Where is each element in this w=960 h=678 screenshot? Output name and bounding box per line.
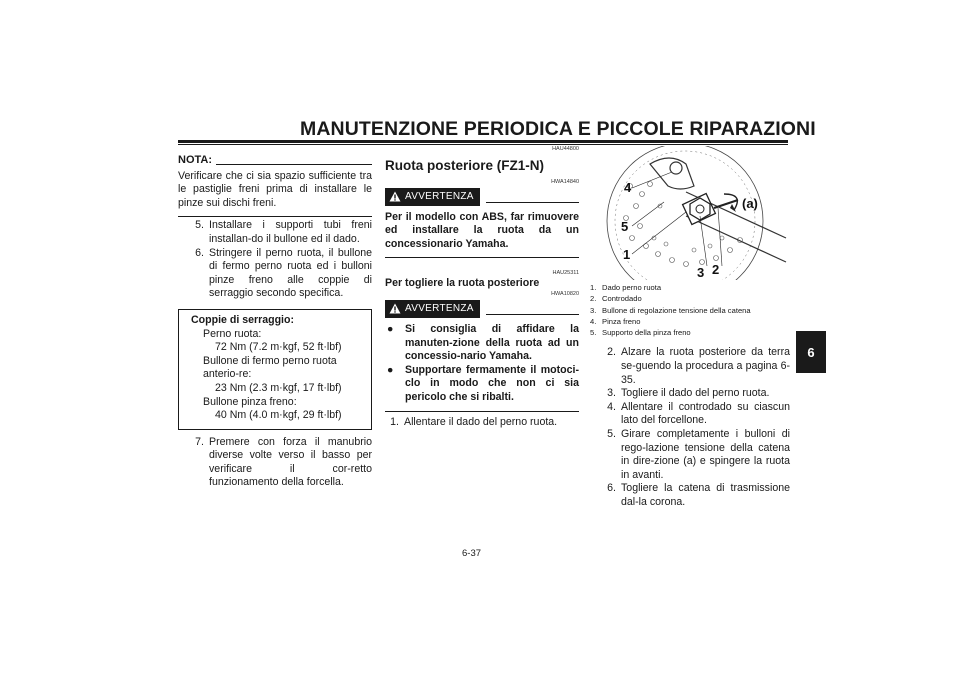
nota-rule xyxy=(216,164,372,165)
header-rule-thin xyxy=(178,144,788,145)
caption-text: Supporto della pinza freno xyxy=(602,328,691,338)
step-number: 1. xyxy=(390,415,399,428)
step-number: 4. xyxy=(607,400,616,413)
column-right xyxy=(590,146,790,510)
caption-text: Controdado xyxy=(602,294,642,304)
torque-value: 23 Nm (2.3 m·kgf, 17 ft·lbf) xyxy=(215,381,342,394)
step-5 xyxy=(590,428,790,482)
step-7 xyxy=(178,436,372,490)
step-4 xyxy=(590,401,790,428)
callout-4: 4 xyxy=(624,180,632,195)
step-3 xyxy=(590,387,790,401)
step-text: Premere con forza il manubrio diverse volte verso il basso per verificare il cor-retto funzionamento della forcella. xyxy=(209,435,372,489)
warning-rule xyxy=(486,202,579,203)
bullet-icon: ● xyxy=(387,322,394,335)
step-number: 3. xyxy=(607,387,616,400)
bullet-text: Si consiglia di affidare la manuten-zione della ruota ad un concessio-nario Yamaha. xyxy=(405,322,579,363)
caption-item xyxy=(590,327,790,338)
step-text: Togliere la catena di trasmissione dal-la corona. xyxy=(621,482,790,509)
caption-text: Dado perno ruota xyxy=(602,283,662,292)
callout-3: 3 xyxy=(697,265,705,280)
caption-number: 2. xyxy=(590,294,597,304)
step-text: Stringere il perno ruota, il bullone di fermo perno ruota ed i bulloni pinze freno alle coppie di serraggio secondo specifica. xyxy=(209,246,372,300)
step-number: 6. xyxy=(607,482,616,495)
step-text: Allentare il dado del perno ruota. xyxy=(404,415,558,428)
torque-value: 40 Nm (4.0 m·kgf, 29 ft·lbf) xyxy=(215,409,342,422)
reference-code: HAU25311 xyxy=(552,270,579,277)
step-2 xyxy=(590,346,790,387)
chapter-number: 6 xyxy=(807,344,815,360)
warning-label: AVVERTENZA xyxy=(405,303,474,315)
rear-wheel-figure xyxy=(590,146,790,280)
caption-number: 5. xyxy=(590,328,597,338)
warning-triangle-icon xyxy=(389,191,401,202)
section-title: Ruota posteriore (FZ1-N) xyxy=(385,158,545,173)
callout-5: 5 xyxy=(621,219,629,234)
callout-1: 1 xyxy=(623,247,631,262)
step-number: 5. xyxy=(607,428,616,441)
warning-badge xyxy=(385,300,480,318)
nota-label: NOTA: xyxy=(178,154,213,166)
page-number: 6-37 xyxy=(462,548,482,559)
subsection-title: Per togliere la ruota posteriore xyxy=(385,277,540,290)
step-6 xyxy=(590,482,790,509)
header-rule xyxy=(178,140,788,143)
torque-line: Bullone pinza freno: xyxy=(203,395,297,408)
warning-header xyxy=(385,188,579,206)
column-left xyxy=(178,154,372,490)
nota-text: Verificare che ci sia spazio sufficiente tra le pastiglie freni prima di installare le pinze sui dischi freni. xyxy=(178,169,372,209)
torque-line: Perno ruota: xyxy=(203,327,262,340)
step-number: 6. xyxy=(195,246,204,259)
caption-item xyxy=(590,316,790,327)
caption-item xyxy=(590,293,790,304)
nota-heading xyxy=(178,154,372,168)
caption-number: 3. xyxy=(590,305,597,315)
step-number: 7. xyxy=(195,435,204,448)
step-text: Alzare la ruota posteriore da terra se-guendo la procedura a pagina 6-35. xyxy=(621,346,790,386)
warning-text: Per il modello con ABS, far rimuovere ed installare la ruota da un concessionario Yamaha. xyxy=(385,210,579,250)
chapter-tab[interactable] xyxy=(796,331,826,373)
callout-a: (a) xyxy=(742,196,758,211)
rear-wheel-illustration xyxy=(590,146,790,280)
page-title: MANUTENZIONE PERIODICA E PICCOLE RIPARAZIONI xyxy=(300,118,816,140)
warning-header xyxy=(385,300,579,318)
bullet-text: Supportare fermamente il motoci-clo in modo che non ci sia pericolo che si ribalti. xyxy=(405,363,579,403)
step-number: 5. xyxy=(195,219,204,232)
nota-end-rule xyxy=(178,216,372,217)
column-middle xyxy=(385,146,579,429)
torque-value: 72 Nm (7.2 m·kgf, 52 ft·lbf) xyxy=(215,341,342,354)
caption-text: Pinza freno xyxy=(602,316,641,326)
warning-end-rule xyxy=(385,257,579,258)
step-text: Togliere il dado del perno ruota. xyxy=(621,387,770,400)
callout-2: 2 xyxy=(712,262,720,277)
warning-bullet xyxy=(385,323,579,364)
step-5 xyxy=(178,219,372,246)
caption-text: Bullone di regolazione tensione della catena xyxy=(602,305,751,315)
caption-number: 1. xyxy=(590,283,597,292)
warning-badge xyxy=(385,188,480,206)
step-1 xyxy=(385,416,579,430)
reference-code: HWA10820 xyxy=(551,290,579,297)
torque-spec-box xyxy=(178,309,372,430)
torque-title: Coppie di serraggio: xyxy=(191,313,295,326)
figure-captions xyxy=(590,282,790,338)
caption-number: 4. xyxy=(590,316,597,326)
torque-line: Bullone di fermo perno ruota anterio-re: xyxy=(203,354,337,381)
caption-item xyxy=(590,305,790,316)
step-6 xyxy=(178,247,372,301)
warning-bullet xyxy=(385,364,579,405)
warning-label: AVVERTENZA xyxy=(405,190,474,202)
step-number: 2. xyxy=(607,346,616,359)
step-text: Installare i supporti tubi freni installan-do il bullone ed il dado. xyxy=(209,219,372,245)
warning-rule xyxy=(486,314,579,315)
warning-triangle-icon xyxy=(389,303,401,314)
caption-item xyxy=(590,282,790,293)
bullet-icon: ● xyxy=(387,363,394,376)
reference-code: HWA14840 xyxy=(551,178,579,185)
reference-code: HAU44800 xyxy=(552,146,579,152)
warning-end-rule xyxy=(385,411,579,412)
step-text: Allentare il controdado su ciascun lato del forcellone. xyxy=(621,400,790,427)
step-text: Girare completamente i bulloni di rego-lazione tensione della catena in dire-zione (a) e spingere la ruota in avanti. xyxy=(621,428,790,481)
